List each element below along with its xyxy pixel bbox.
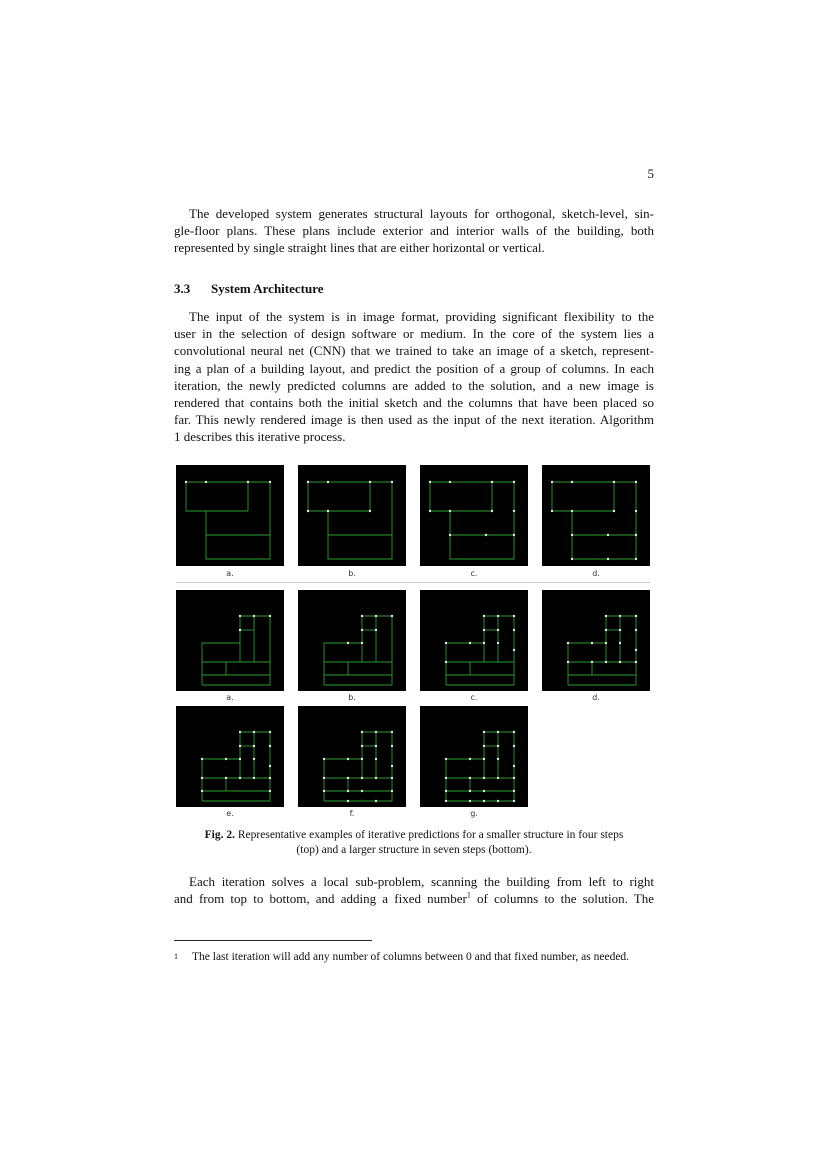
section-heading <box>174 281 324 297</box>
text-line: user in the selection of design software or medium. In the core of the system lies a <box>174 326 654 342</box>
page-number: 5 <box>647 166 654 181</box>
text-line: far. This newly rendered image is then used as the input of the next iteration. Algorithm <box>174 412 654 428</box>
paragraph-iteration <box>174 873 654 907</box>
text-line: The input of the system is in image format, providing significant flexibility to the <box>189 309 654 324</box>
text-line: iteration, the newly predicted columns are added to the solution, and a new image is <box>174 377 654 393</box>
panel-large-g <box>420 706 528 807</box>
text-line: ing a plan of a building layout, and predict the position of a group of columns. In each <box>174 360 654 376</box>
footnote-rule <box>174 940 372 941</box>
text-line <box>174 890 654 907</box>
paragraph-architecture <box>174 308 654 446</box>
text-line: gle-floor plans. These plans include exterior and interior walls of the building, both <box>174 223 654 239</box>
panel-label: d. <box>592 569 600 578</box>
panel-large-e <box>176 706 284 807</box>
panel-label: c. <box>470 569 478 578</box>
caption-text: (top) and a larger structure in seven steps (bottom). <box>296 843 532 856</box>
text-line: represented by single straight lines that are either horizontal or vertical. <box>174 240 545 256</box>
panel-small-d <box>542 465 650 566</box>
footnote-mark: 1 <box>174 952 178 961</box>
panel-large-c <box>420 590 528 691</box>
figure-caption <box>174 828 654 857</box>
panel-small-a <box>176 465 284 566</box>
panel-large-a <box>176 590 284 691</box>
panel-label: e. <box>226 809 234 818</box>
panel-label: g. <box>470 809 478 818</box>
caption-text: Representative examples of iterative predictions for a smaller structure in four steps <box>237 829 624 841</box>
panel-large-f <box>298 706 406 807</box>
panel-large-b <box>298 590 406 691</box>
section-number: 3.3 <box>174 281 191 296</box>
panel-large-d <box>542 590 650 691</box>
footnote-text: The last iteration will add any number of columns between 0 and that fixed number, as needed. <box>192 951 630 963</box>
panel-label: a. <box>226 569 234 578</box>
section-title: System Architecture <box>211 281 324 296</box>
text-line: rendered that contains both the initial sketch and the columns that have been placed so <box>174 395 654 411</box>
panel-small-b <box>298 465 406 566</box>
panel-label: b. <box>348 693 356 702</box>
figure-iterative-predictions <box>176 465 650 818</box>
panel-small-c <box>420 465 528 566</box>
panel-label: a. <box>226 693 234 702</box>
text-line: convolutional neural net (CNN) that we trained to take an image of a sketch, represent- <box>174 343 654 359</box>
panel-label: b. <box>348 569 356 578</box>
panel-label: c. <box>470 693 478 702</box>
paragraph-intro <box>174 205 654 257</box>
caption-label: Fig. 2. <box>204 829 236 841</box>
panel-label: f. <box>349 809 355 818</box>
text-line: The developed system generates structural layouts for orthogonal, sketch-level, sin- <box>189 206 654 221</box>
text-line: Each iteration solves a local sub-problem, scanning the building from left to right <box>189 874 654 889</box>
footnote-ref: 1 <box>466 890 471 900</box>
footnote <box>174 950 656 964</box>
text-segment: of columns to the solution. The <box>470 891 654 907</box>
figure-divider <box>176 582 650 583</box>
panel-label: d. <box>592 693 600 702</box>
text-line: 1 describes this iterative process. <box>174 429 346 445</box>
text-segment: and from top to bottom, and adding a fixed number <box>174 891 467 907</box>
